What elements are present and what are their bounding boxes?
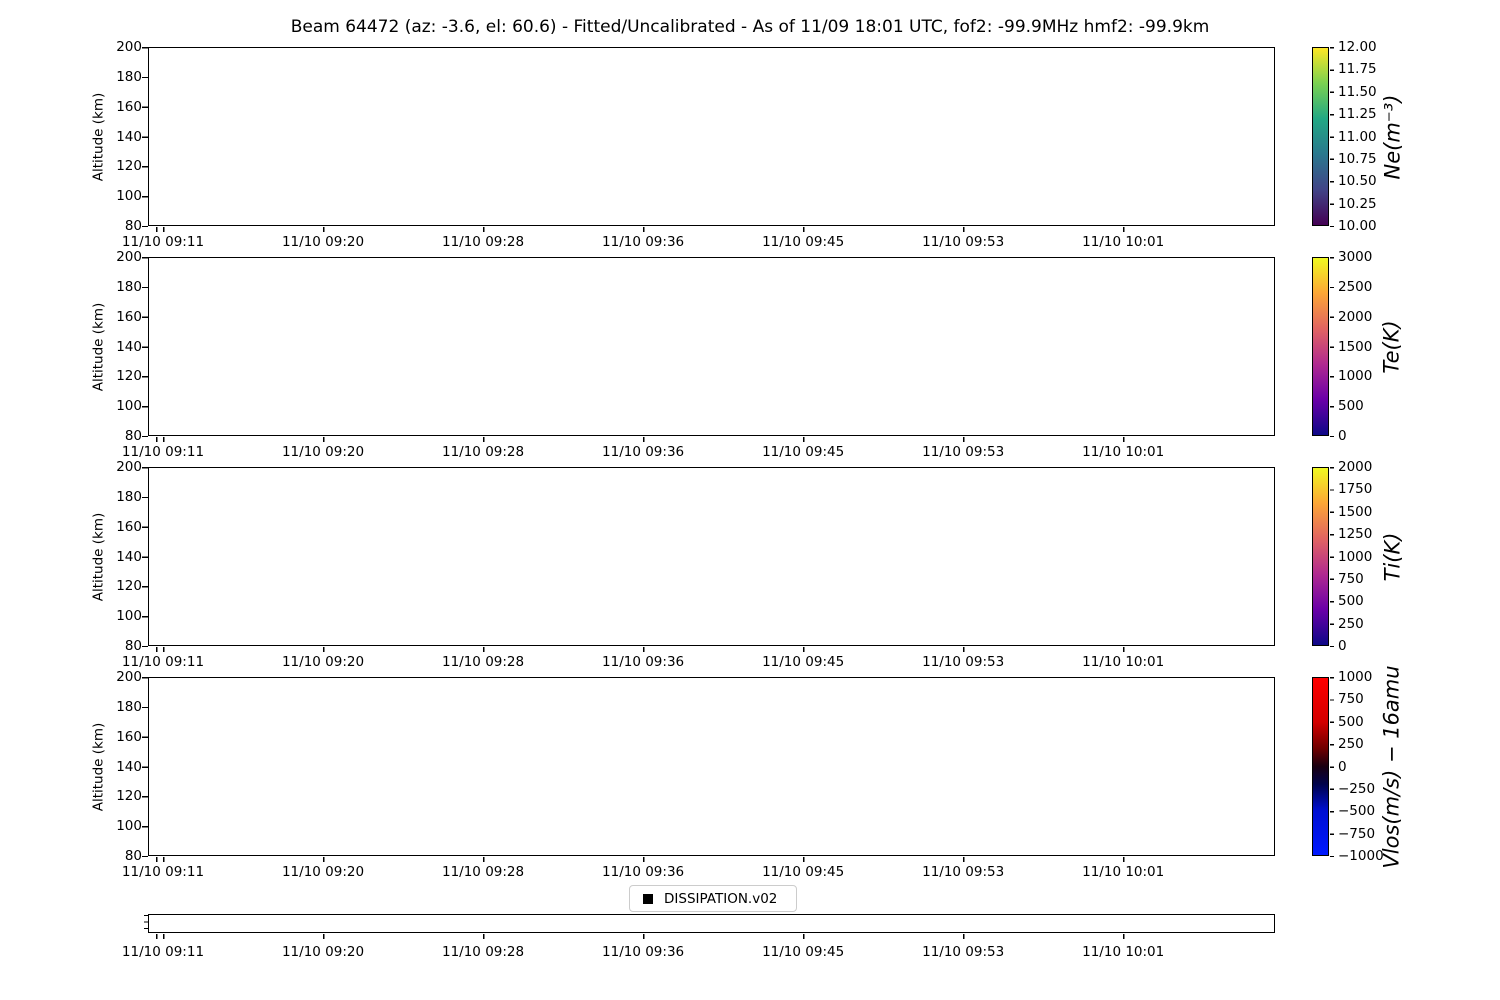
x-tick-label: 11/10 09:36 (602, 233, 685, 250)
y-tick-label: 120 (116, 368, 142, 385)
colorbar-tick-label: 11.50 (1338, 83, 1377, 100)
x-tick-label: 11/10 09:45 (762, 943, 845, 960)
colorbar-tick-label: 10.25 (1338, 195, 1377, 212)
colorbar-tick-label: 1500 (1338, 503, 1373, 520)
x-tick-label: 11/10 10:01 (1082, 233, 1165, 250)
panel-vlos-plot-area (148, 677, 1275, 856)
panel-ti-x-ticklabels (121, 653, 1275, 670)
colorbar-ti-label: Ti(K) (1380, 532, 1405, 581)
y-tick-label: 180 (116, 68, 142, 85)
y-tick-label: 160 (116, 98, 142, 115)
y-tick-label: 200 (116, 459, 142, 475)
y-tick-label: 120 (116, 788, 142, 805)
colorbar-vlos-label-wrap (1370, 664, 1414, 869)
colorbar-vlos-label: Vlos(m/s) − 16amu (1380, 664, 1404, 869)
y-tick-label: 120 (116, 578, 142, 595)
panel-ti-y-axis-label (88, 467, 108, 646)
y-tick-label: 140 (116, 548, 142, 565)
y-tick-label: 100 (116, 398, 142, 415)
x-tick-label: 11/10 09:45 (762, 863, 845, 880)
colorbar-tick-label: 500 (1338, 593, 1364, 610)
colorbar-vlos (1312, 677, 1329, 856)
x-tick-label: 11/10 09:20 (281, 233, 365, 250)
x-tick-label: 11/10 09:45 (762, 443, 845, 460)
panel-vlos-x-ticklabels (121, 863, 1275, 880)
panel-ne-x-ticklabels (121, 233, 1275, 250)
legend (629, 885, 797, 912)
panel-te-y-tickmarks (142, 257, 148, 438)
x-tick-label: 11/10 09:11 (121, 443, 205, 460)
x-tick-label: 11/10 10:01 (1082, 653, 1165, 670)
y-tick-label: 100 (116, 818, 142, 835)
panel-te-x-ticklabels (121, 443, 1275, 460)
colorbar-tick-label: 0 (1338, 638, 1347, 654)
panel-ti-plot-area (148, 467, 1275, 646)
colorbar-tick-label: 1000 (1338, 669, 1373, 685)
legend-label: DISSIPATION.v02 (664, 890, 778, 907)
x-tick-label: 11/10 09:53 (922, 863, 1005, 880)
legend-marker-square-icon (643, 894, 653, 904)
panel-ne-x-tickmarks (148, 227, 1275, 232)
colorbar-tick-label: 500 (1338, 398, 1364, 415)
colorbar-tick-label: 11.75 (1338, 61, 1377, 78)
y-tick-label: 80 (124, 428, 142, 444)
colorbar-tick-label: 11.00 (1338, 128, 1377, 145)
colorbar-ne (1312, 47, 1329, 226)
y-tick-label: 200 (116, 39, 142, 55)
y-tick-label: 80 (124, 848, 142, 864)
colorbar-tick-label: 2500 (1338, 278, 1373, 295)
panel-dissipation-x-tickmarks (148, 934, 1275, 939)
panel-vlos-y-tickmarks (142, 677, 148, 858)
colorbar-ne-label-wrap (1370, 47, 1414, 226)
colorbar-te-tickmarks (1330, 257, 1334, 438)
y-tick-label: 160 (116, 308, 142, 325)
x-tick-label: 11/10 09:20 (281, 653, 365, 670)
x-tick-label: 11/10 09:20 (281, 943, 365, 960)
colorbar-tick-label: 500 (1338, 713, 1364, 730)
x-tick-label: 11/10 09:11 (121, 863, 205, 880)
colorbar-te (1312, 257, 1329, 436)
y-tick-label: 200 (116, 249, 142, 265)
x-tick-label: 11/10 09:36 (602, 653, 685, 670)
panel-te-plot-area (148, 257, 1275, 436)
altitude-axis-label: Altitude (km) (90, 92, 106, 181)
colorbar-ti-label-wrap (1370, 467, 1414, 646)
colorbar-ti (1312, 467, 1329, 646)
y-tick-label: 140 (116, 338, 142, 355)
colorbar-tick-label: 1000 (1338, 548, 1373, 565)
colorbar-ti-tickmarks (1330, 467, 1334, 648)
colorbar-tick-label: 0 (1338, 428, 1347, 444)
colorbar-tick-label: 2000 (1338, 308, 1373, 325)
x-tick-label: 11/10 09:28 (441, 943, 525, 960)
colorbar-tick-label: 250 (1338, 736, 1364, 753)
x-tick-label: 11/10 09:53 (922, 443, 1005, 460)
panel-te-y-axis-label (88, 257, 108, 436)
x-tick-label: 11/10 09:36 (602, 863, 685, 880)
x-tick-label: 11/10 09:36 (602, 443, 685, 460)
y-tick-label: 140 (116, 758, 142, 775)
altitude-axis-label: Altitude (km) (90, 512, 106, 601)
y-tick-label: 120 (116, 158, 142, 175)
panel-vlos-x-tickmarks (148, 857, 1275, 862)
x-tick-label: 11/10 09:28 (441, 653, 525, 670)
colorbar-tick-label: 1000 (1338, 368, 1373, 385)
colorbar-ne-label: Ne(m⁻³) (1380, 94, 1405, 179)
colorbar-tick-label: 1750 (1338, 481, 1373, 498)
colorbar-tick-label: 750 (1338, 570, 1364, 587)
colorbar-tick-label: 10.00 (1338, 218, 1377, 234)
y-tick-label: 200 (116, 669, 142, 685)
colorbar-tick-label: −1000 (1338, 848, 1384, 864)
y-tick-label: 160 (116, 518, 142, 535)
colorbar-vlos-tickmarks (1330, 677, 1334, 858)
colorbar-tick-label: −500 (1338, 803, 1376, 820)
x-tick-label: 11/10 10:01 (1082, 443, 1165, 460)
colorbar-tick-label: 2000 (1338, 459, 1373, 475)
panel-te-x-tickmarks (148, 437, 1275, 442)
colorbar-tick-label: 11.25 (1338, 106, 1377, 123)
x-tick-label: 11/10 09:53 (922, 653, 1005, 670)
y-tick-label: 80 (124, 218, 142, 234)
panel-ti-x-tickmarks (148, 647, 1275, 652)
x-tick-label: 11/10 09:28 (441, 233, 525, 250)
colorbar-ne-tickmarks (1330, 47, 1334, 228)
colorbar-tick-label: 3000 (1338, 249, 1373, 265)
panel-ne-plot-area (148, 47, 1275, 226)
x-tick-label: 11/10 09:53 (922, 233, 1005, 250)
colorbar-te-label-wrap (1370, 257, 1414, 436)
x-tick-label: 11/10 09:11 (121, 653, 205, 670)
colorbar-tick-label: 10.50 (1338, 173, 1377, 190)
x-tick-label: 11/10 09:45 (762, 233, 845, 250)
colorbar-tick-label: −750 (1338, 825, 1376, 842)
plot-title: Beam 64472 (az: -3.6, el: 60.6) - Fitted/Uncalibrated - As of 11/09 18:01 UTC, fof2: -99.9MHz hmf2: -99.9km (290, 17, 1210, 37)
panel-ne-y-axis-label (88, 47, 108, 226)
colorbar-tick-label: 10.75 (1338, 150, 1377, 167)
x-tick-label: 11/10 09:20 (281, 863, 365, 880)
colorbar-tick-label: 250 (1338, 615, 1364, 632)
x-tick-label: 11/10 09:20 (281, 443, 365, 460)
x-tick-label: 11/10 10:01 (1082, 863, 1165, 880)
y-tick-label: 140 (116, 128, 142, 145)
panel-ti-y-tickmarks (142, 467, 148, 648)
x-tick-label: 11/10 09:28 (441, 863, 525, 880)
panel-dissipation-y-tickmarks (144, 915, 148, 930)
x-tick-label: 11/10 09:11 (121, 943, 205, 960)
panel-vlos-y-axis-label (88, 677, 108, 856)
x-tick-label: 11/10 09:36 (602, 943, 685, 960)
y-tick-label: 180 (116, 698, 142, 715)
y-tick-label: 80 (124, 638, 142, 654)
colorbar-te-label: Te(K) (1380, 319, 1404, 374)
colorbar-tick-label: 0 (1338, 758, 1347, 775)
altitude-axis-label: Altitude (km) (90, 722, 106, 811)
x-tick-label: 11/10 10:01 (1082, 943, 1165, 960)
y-tick-label: 100 (116, 188, 142, 205)
colorbar-tick-label: 1500 (1338, 338, 1373, 355)
panel-dissipation-x-ticklabels (121, 943, 1275, 960)
x-tick-label: 11/10 09:45 (762, 653, 845, 670)
colorbar-tick-label: 750 (1338, 691, 1364, 708)
y-tick-label: 180 (116, 488, 142, 505)
panel-ne-y-tickmarks (142, 47, 148, 228)
colorbar-tick-label: −250 (1338, 780, 1376, 797)
altitude-axis-label: Altitude (km) (90, 302, 106, 391)
x-tick-label: 11/10 09:53 (922, 943, 1005, 960)
x-tick-label: 11/10 09:28 (441, 443, 525, 460)
y-tick-label: 160 (116, 728, 142, 745)
y-tick-label: 100 (116, 608, 142, 625)
y-tick-label: 180 (116, 278, 142, 295)
x-tick-label: 11/10 09:11 (121, 233, 205, 250)
colorbar-tick-label: 1250 (1338, 526, 1373, 543)
panel-dissipation-plot-area (148, 914, 1275, 933)
colorbar-tick-label: 12.00 (1338, 39, 1377, 55)
